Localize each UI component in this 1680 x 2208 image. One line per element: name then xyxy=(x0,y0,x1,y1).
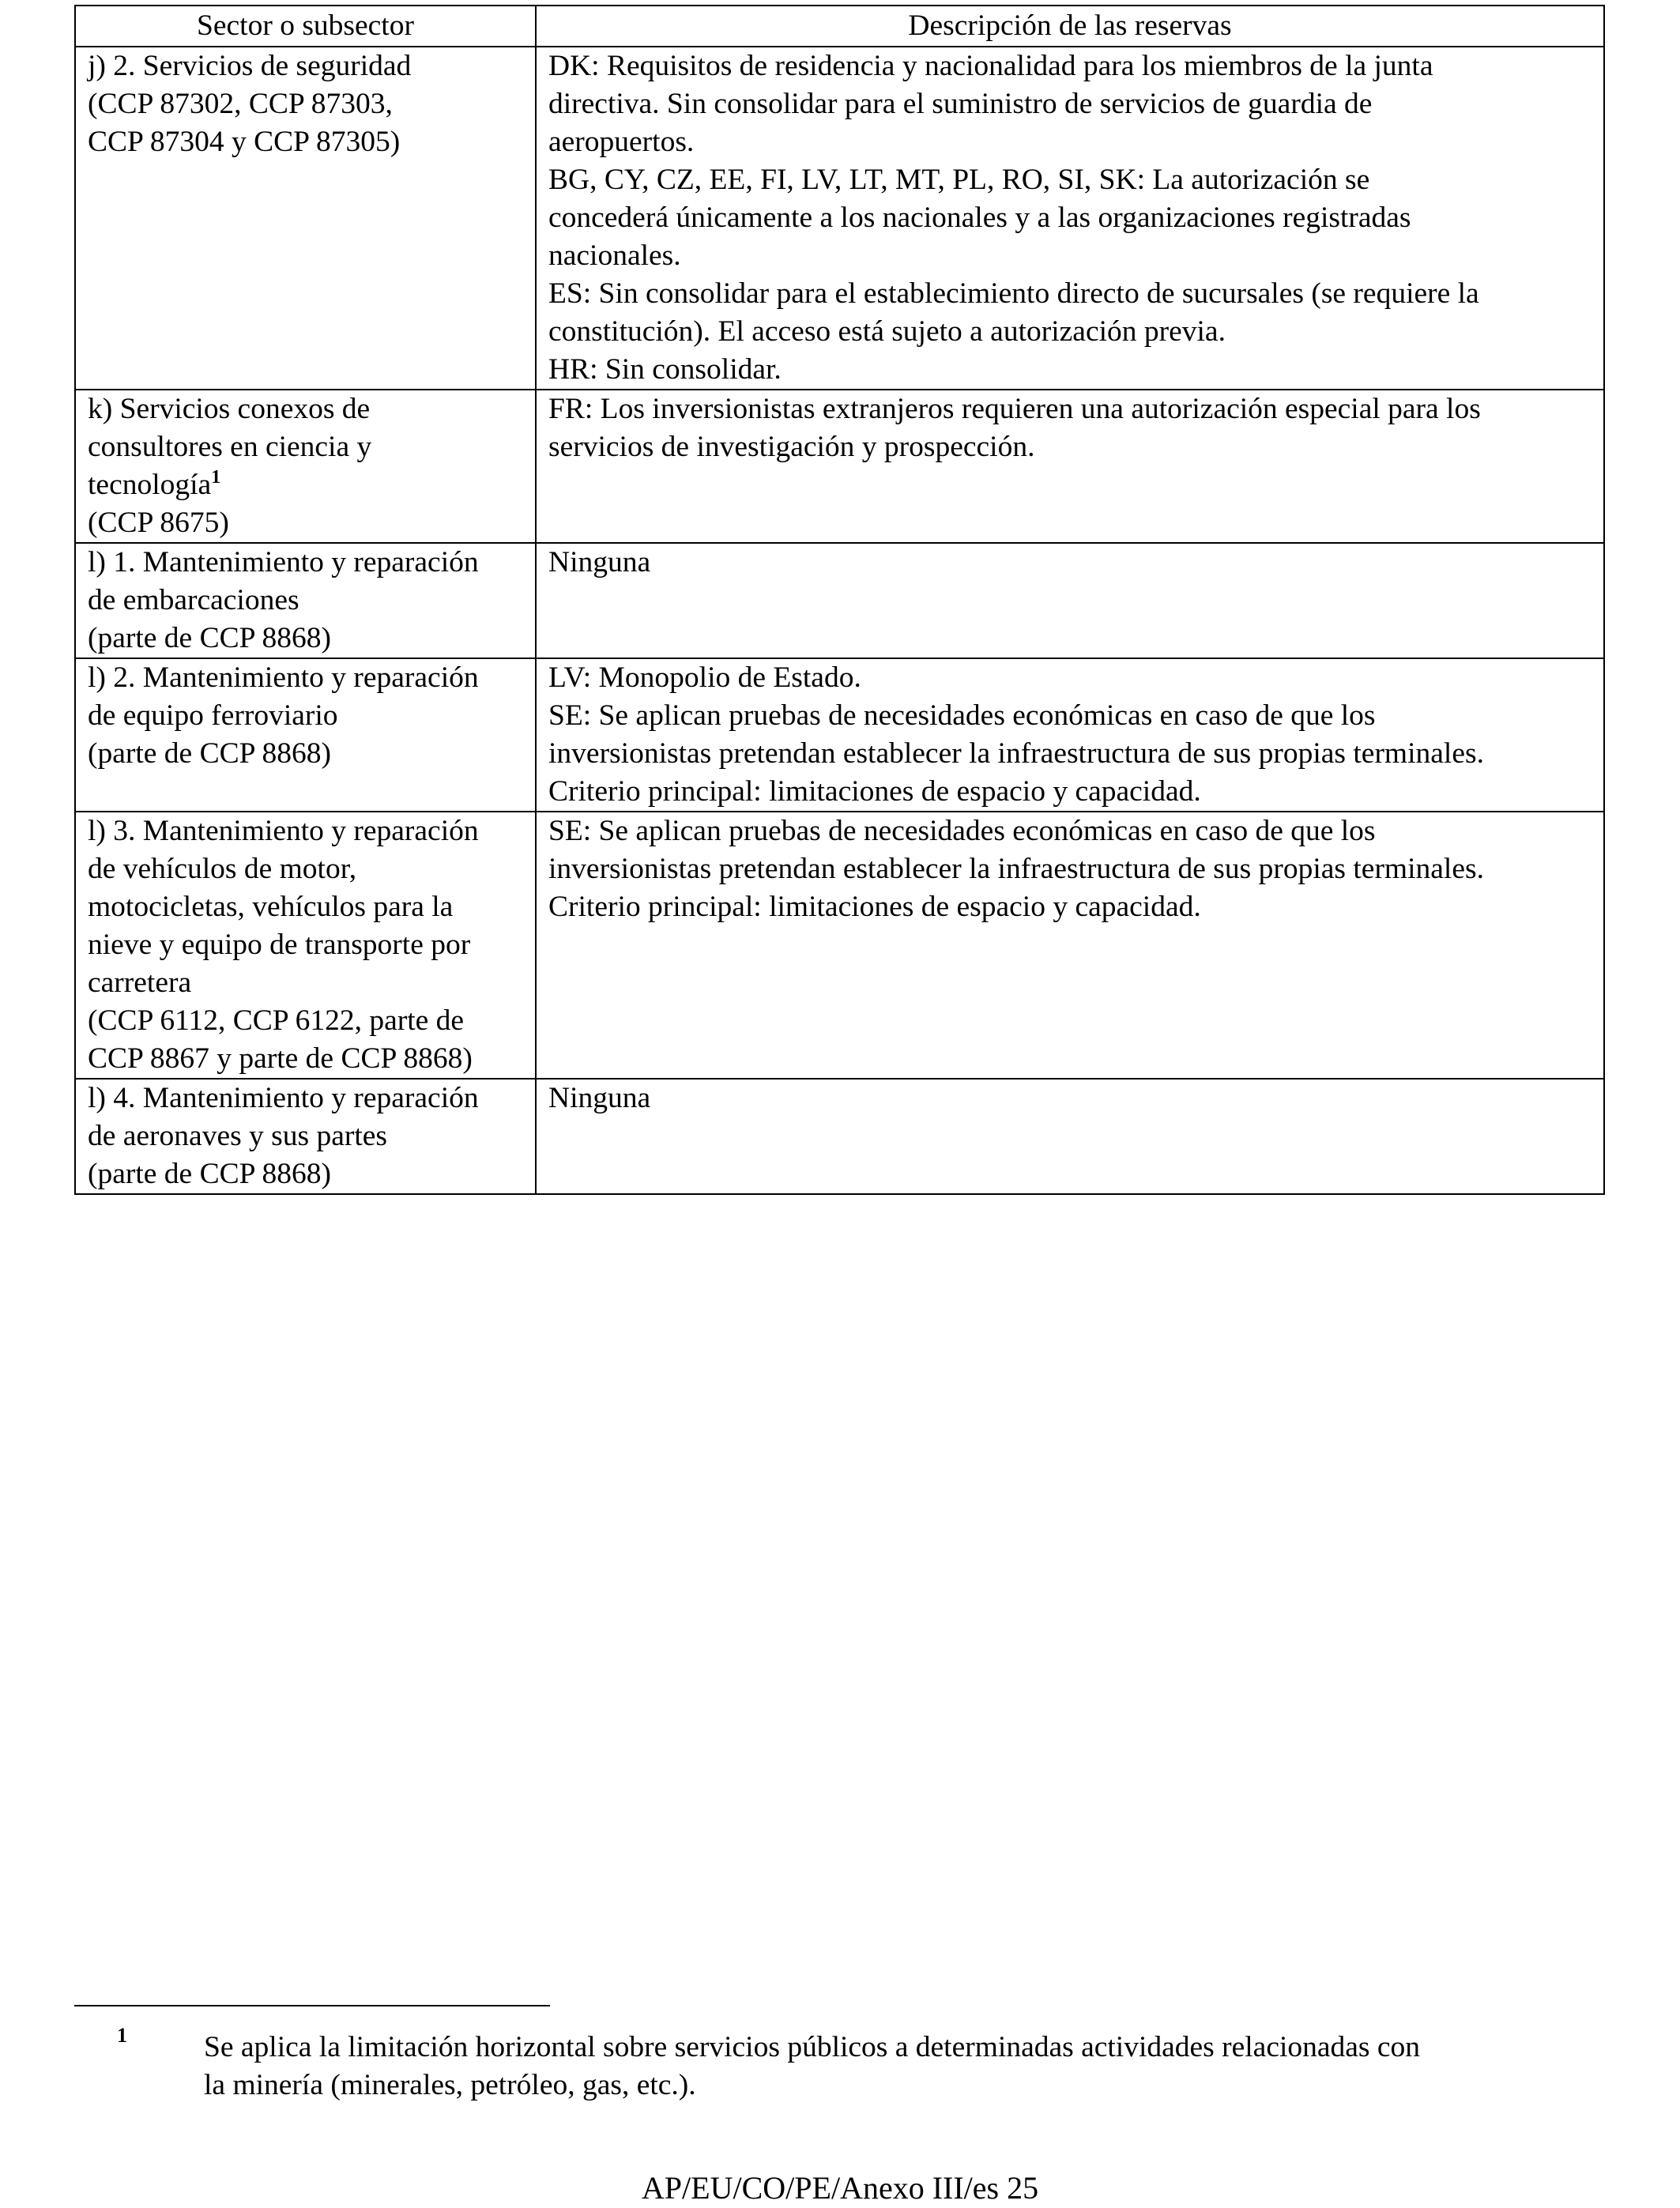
reservations-table xyxy=(74,5,1605,1195)
sector-line: CCP 8867 y parte de CCP 8868) xyxy=(88,1042,473,1075)
description-line: ES: Sin consolidar para el establecimiento directo de sucursales (se requiere la xyxy=(548,277,1479,310)
header-sector: Sector o subsector xyxy=(75,6,536,47)
description-line: concederá únicamente a los nacionales y a las organizaciones registradas xyxy=(548,202,1411,234)
description-line: Ninguna xyxy=(548,1082,651,1114)
footnote-line: la minería (minerales, petróleo, gas, etc.). xyxy=(204,2069,696,2101)
sector-cell xyxy=(75,390,536,543)
description-cell xyxy=(536,1079,1604,1194)
sector-cell xyxy=(75,1079,536,1194)
footnote-line: Se aplica la limitación horizontal sobre servicios públicos a determinadas actividades relacionadas con xyxy=(204,2031,1421,2063)
description-line: Criterio principal: limitaciones de espacio y capacidad. xyxy=(548,775,1201,808)
table-row xyxy=(75,1079,1604,1194)
description-line: SE: Se aplican pruebas de necesidades económicas en caso de que los xyxy=(548,699,1376,732)
description-cell xyxy=(536,658,1604,812)
sector-line: nieve y equipo de transporte por xyxy=(88,929,471,961)
description-line: SE: Se aplican pruebas de necesidades económicas en caso de que los xyxy=(548,815,1376,847)
description-line: LV: Monopolio de Estado. xyxy=(548,661,861,694)
table-row xyxy=(75,543,1604,658)
sector-line: k) Servicios conexos de xyxy=(88,393,371,425)
description-cell xyxy=(536,47,1604,390)
description-cell xyxy=(536,812,1604,1079)
sector-line: (parte de CCP 8868) xyxy=(88,622,331,654)
sector-line: j) 2. Servicios de seguridad xyxy=(88,50,412,82)
sector-cell xyxy=(75,812,536,1079)
description-line: servicios de investigación y prospección. xyxy=(548,431,1035,463)
description-line: constitución). El acceso está sujeto a autorización previa. xyxy=(548,315,1226,348)
sector-line: l) 3. Mantenimiento y reparación xyxy=(88,815,479,847)
description-line: inversionistas pretendan establecer la infraestructura de sus propias terminales. xyxy=(548,737,1484,770)
sector-cell xyxy=(75,543,536,658)
sector-line: l) 4. Mantenimiento y reparación xyxy=(88,1082,479,1114)
page-reference: AP/EU/CO/PE/Anexo III/es 25 xyxy=(641,2170,1039,2206)
sector-line: de embarcaciones xyxy=(88,584,299,616)
description-line: HR: Sin consolidar. xyxy=(548,353,782,386)
sector-line: tecnología xyxy=(88,469,212,501)
description-line: nacionales. xyxy=(548,239,681,272)
sector-line: (parte de CCP 8868) xyxy=(88,737,331,770)
description-cell xyxy=(536,390,1604,543)
footnote-reference[interactable]: 1 xyxy=(211,467,221,488)
sector-line: de equipo ferroviario xyxy=(88,699,338,732)
description-line: inversionistas pretendan establecer la infraestructura de sus propias terminales. xyxy=(548,853,1484,885)
sector-line: motocicletas, vehículos para la xyxy=(88,891,454,923)
sector-line: (parte de CCP 8868) xyxy=(88,1158,331,1190)
footnote-text xyxy=(204,2029,1603,2104)
sector-line: de vehículos de motor, xyxy=(88,853,357,885)
sector-line: (CCP 8675) xyxy=(88,507,229,539)
description-line: BG, CY, CZ, EE, FI, LV, LT, MT, PL, RO, SI, SK: La autorización se xyxy=(548,164,1370,196)
sector-line: l) 2. Mantenimiento y reparación xyxy=(88,661,479,694)
description-line: FR: Los inversionistas extranjeros requieren una autorización especial para los xyxy=(548,393,1481,425)
description-line: aeropuertos. xyxy=(548,126,695,158)
table-row xyxy=(75,47,1604,390)
sector-cell xyxy=(75,658,536,812)
sector-line: carretera xyxy=(88,966,192,999)
description-cell xyxy=(536,543,1604,658)
description-line: directiva. Sin consolidar para el suministro de servicios de guardia de xyxy=(548,88,1373,120)
sector-line: (CCP 87302, CCP 87303, xyxy=(88,88,393,120)
table-header-row xyxy=(75,6,1604,47)
sector-line: (CCP 6112, CCP 6122, parte de xyxy=(88,1004,465,1037)
sector-line: CCP 87304 y CCP 87305) xyxy=(88,126,401,158)
footnote-divider xyxy=(74,2005,550,2006)
sector-line: consultores en ciencia y xyxy=(88,431,372,463)
description-line: DK: Requisitos de residencia y nacionalidad para los miembros de la junta xyxy=(548,50,1433,82)
sector-cell xyxy=(75,47,536,390)
table-row xyxy=(75,658,1604,812)
table-row xyxy=(75,390,1604,543)
table-row xyxy=(75,812,1604,1079)
sector-line: de aeronaves y sus partes xyxy=(88,1120,388,1152)
sector-line-with-footnote xyxy=(88,466,525,504)
footnote-number: 1 xyxy=(117,2024,127,2047)
sector-line: l) 1. Mantenimiento y reparación xyxy=(88,546,479,578)
header-description: Descripción de las reservas xyxy=(536,6,1604,47)
description-line: Criterio principal: limitaciones de espacio y capacidad. xyxy=(548,891,1201,923)
description-line: Ninguna xyxy=(548,546,651,578)
